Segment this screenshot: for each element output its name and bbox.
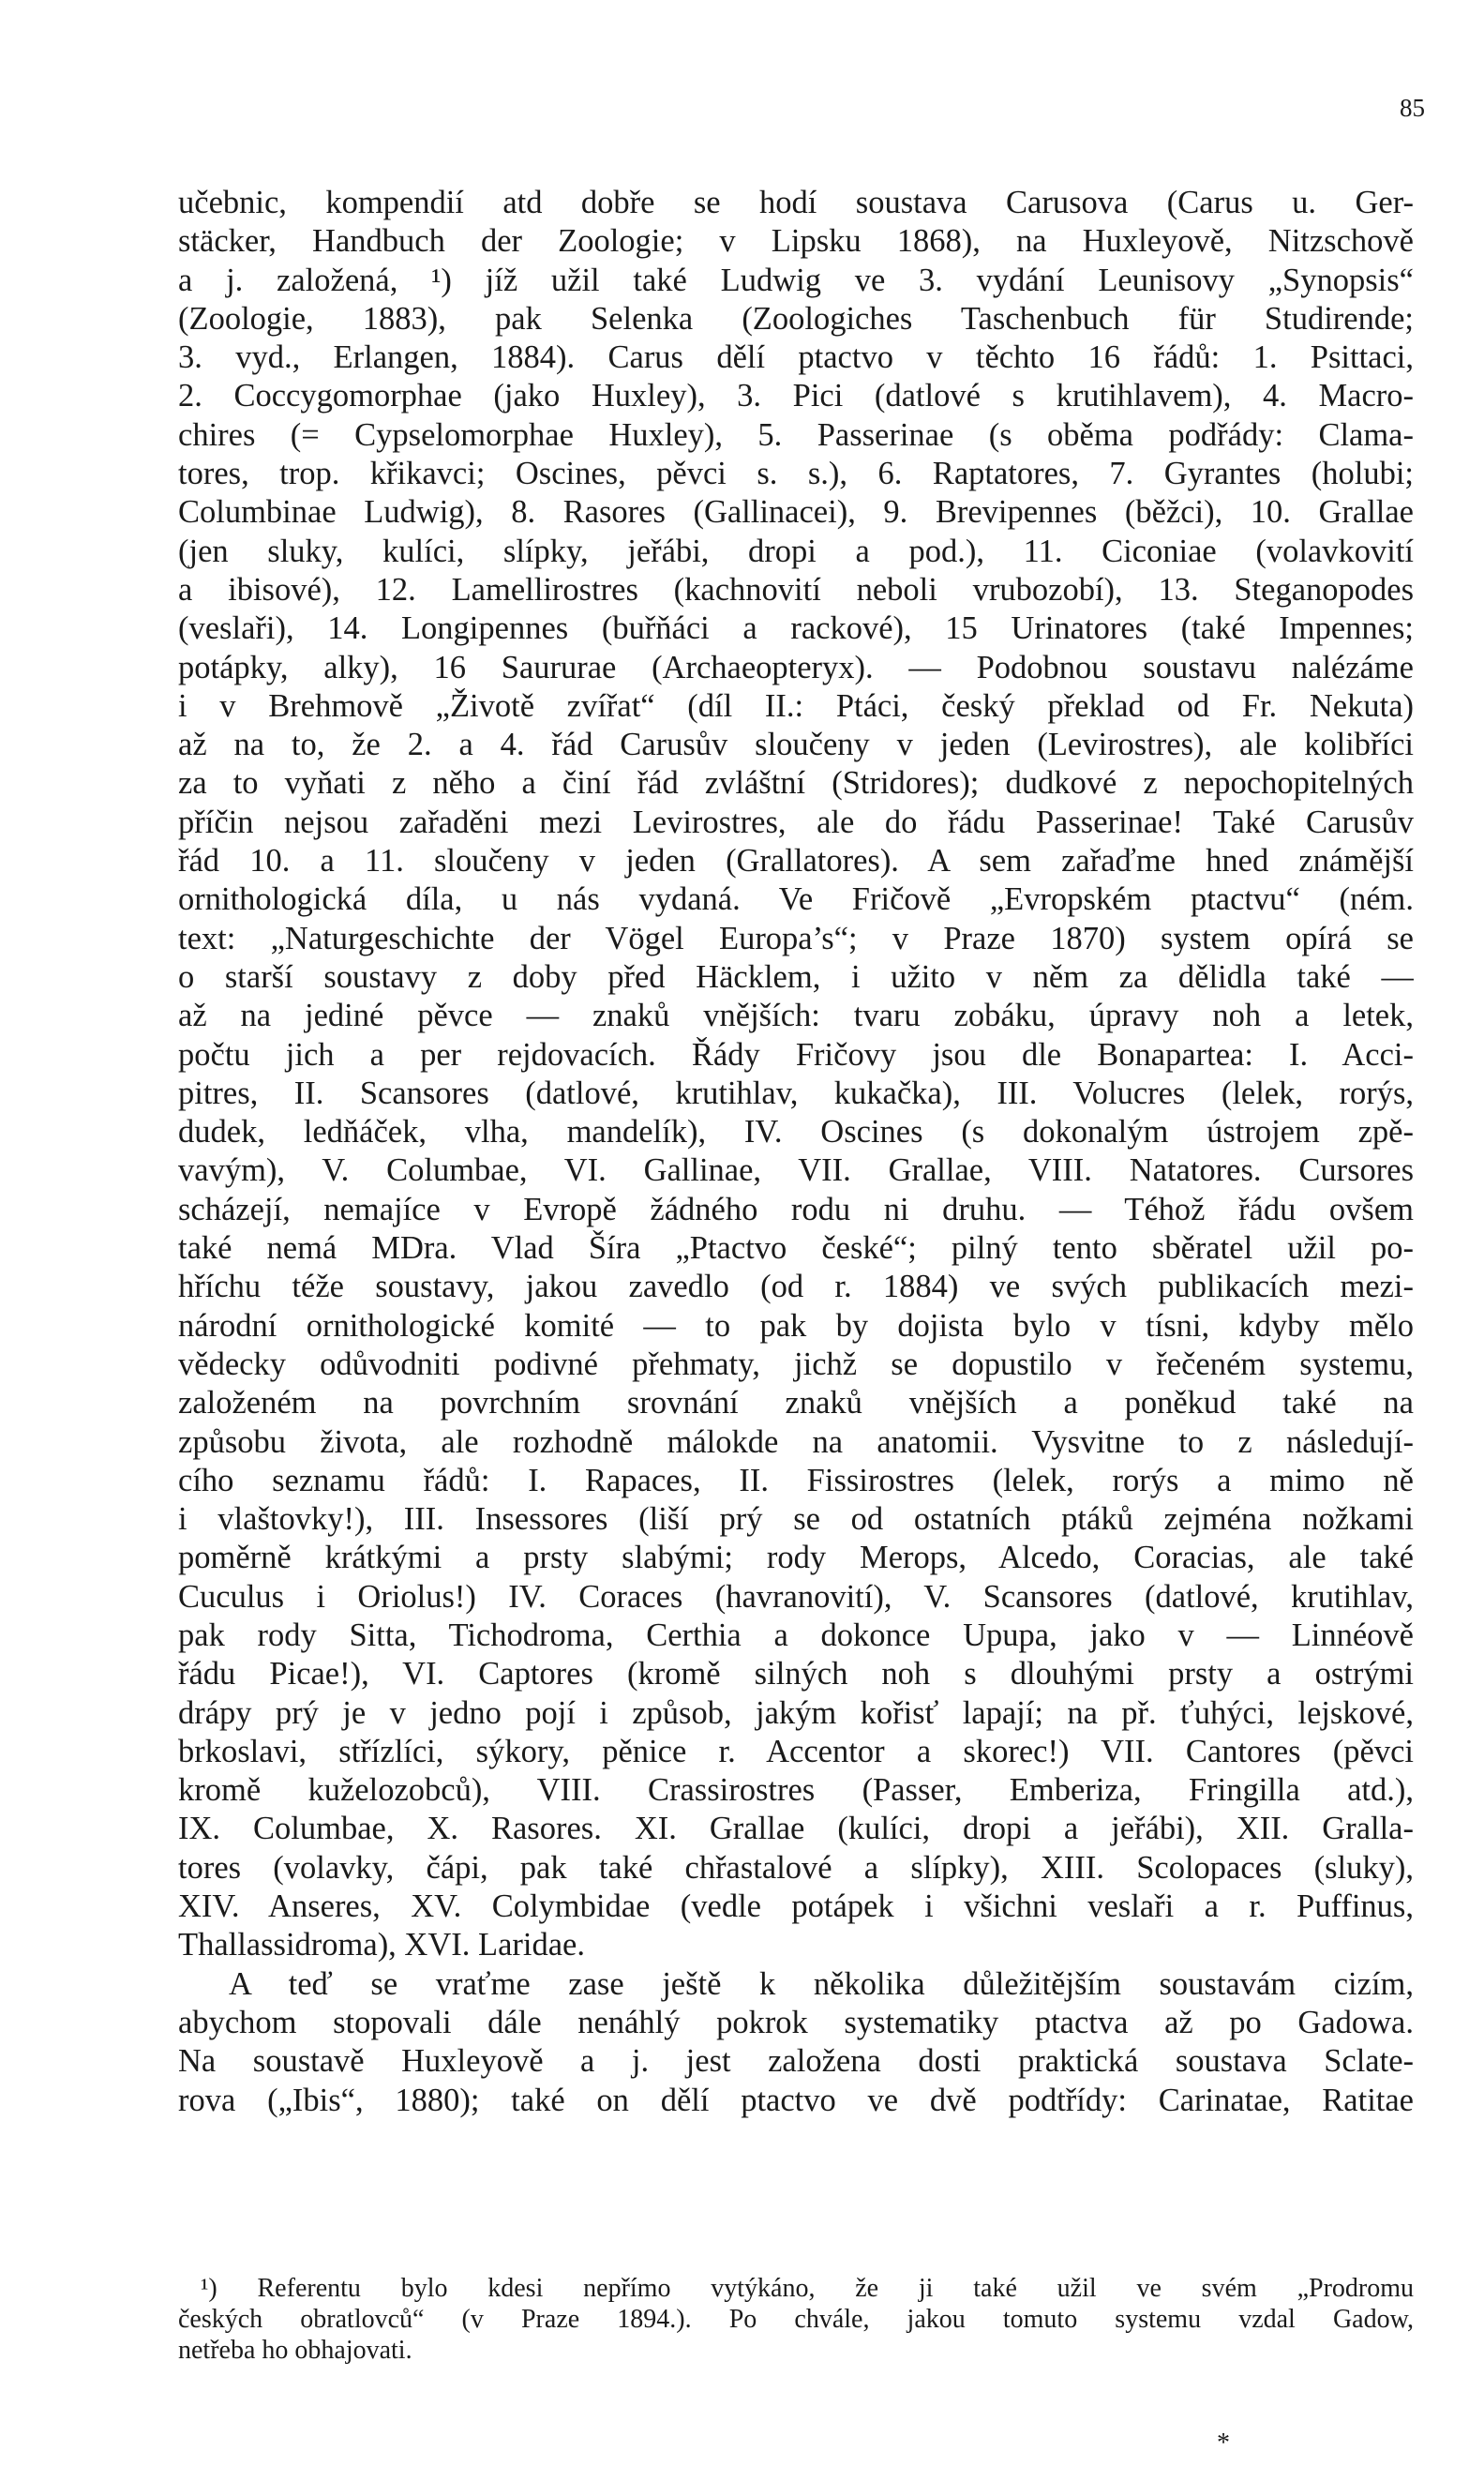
body-text <box>178 184 1414 2120</box>
text-line: a j. založená, ¹) jíž užil také Ludwig ve 3. vydání Leunisovy „Synopsis“ <box>178 262 1414 298</box>
text-line: pak rody Sitta, Tichodroma, Certhia a dokonce Upupa, jako v — Linnéově <box>178 1617 1414 1653</box>
text-line: i v Brehmově „Životě zvířat“ (díl II.: Ptáci, český překlad od Fr. Nekuta) <box>178 687 1414 724</box>
text-line: o starší soustavy z doby před Häcklem, i užito v něm za dělidla také — <box>178 958 1414 995</box>
signature-mark: * <box>1217 2429 1230 2458</box>
text-line: abychom stopovali dále nenáhlý pokrok systematiky ptactva až po Gadowa. <box>178 2004 1414 2040</box>
text-line: tores (volavky, čápi, pak také chřastalové a slípky), XIII. Scolopaces (sluky), <box>178 1849 1414 1886</box>
text-line: (veslaři), 14. Longipennes (buřňáci a rackové), 15 Urinatores (také Impennes; <box>178 610 1414 647</box>
text-line: dudek, ledňáček, vlha, mandelík), IV. Oscines (s dokonalým ústrojem zpě- <box>178 1114 1414 1151</box>
text-line: 3. vyd., Erlangen, 1884). Carus dělí ptactvo v těchto 16 řádů: 1. Psittaci, <box>178 339 1414 376</box>
text-line: (Zoologie, 1883), pak Selenka (Zoologiches Taschenbuch für Studirende; <box>178 300 1414 337</box>
text-line: za to vyňati z něho a činí řád zvláštní (Stridores); dudkové z nepochopitelných <box>178 765 1414 802</box>
text-line: vědecky odůvodniti podivné přehmaty, jichž se dopustilo v řečeném systemu, <box>178 1346 1414 1382</box>
text-line: rova („Ibis“, 1880); také on dělí ptactvo ve dvě podtřídy: Carinatae, Ratitae <box>178 2082 1414 2118</box>
text-line: brkoslavi, střízlíci, sýkory, pěnice r. Accentor a skorec!) VII. Cantores (pěvci <box>178 1733 1414 1769</box>
text-line: potápky, alky), 16 Saururae (Archaeopteryx). — Podobnou soustavu nalézáme <box>178 649 1414 685</box>
text-line: počtu jich a per rejdovacích. Řády Fričovy jsou dle Bonapartea: I. Acci- <box>178 1036 1414 1073</box>
text-line: Cuculus i Oriolus!) IV. Coraces (havranovití), V. Scansores (datlové, krutihlav, <box>178 1578 1414 1615</box>
text-line: chires (= Cypselomorphae Huxley), 5. Passerinae (s oběma podřády: Clama- <box>178 416 1414 453</box>
page-number: 85 <box>1400 94 1425 122</box>
text-line: cího seznamu řádů: I. Rapaces, II. Fissirostres (lelek, rorýs a mimo ně <box>178 1462 1414 1498</box>
text-line: řádu Picae!), VI. Captores (kromě silných noh s dlouhými prsty a ostrými <box>178 1656 1414 1692</box>
text-line: až na to, že 2. a 4. řád Carusův sloučeny v jeden (Levirostres), ale kolibříci <box>178 727 1414 763</box>
text-line: také nemá MDra. Vlad Šíra „Ptactvo české“; pilný tento sběratel užil po- <box>178 1230 1414 1267</box>
text-line: hříchu téže soustavy, jakou zavedlo (od r. 1884) ve svých publikacích mezi- <box>178 1269 1414 1305</box>
footnote-line: ¹) Referentu bylo kdesi nepřímo vytýkáno, že ji také užil ve svém „Prodromu <box>201 2274 1414 2303</box>
text-line: IX. Columbae, X. Rasores. XI. Grallae (kulíci, dropi a jeřábi), XII. Gralla- <box>178 1811 1414 1847</box>
text-line: založeném na povrchním srovnání znaků vnějších a poněkud také na <box>178 1385 1414 1422</box>
footnote-line: netřeba ho obhajovati. <box>178 2336 412 2365</box>
text-line: i vlaštovky!), III. Insessores (liší prý se od ostatních ptáků zejména nožkami <box>178 1501 1414 1538</box>
text-line: Thallassidroma), XVI. Laridae. <box>178 1927 585 1963</box>
text-line: Columbinae Ludwig), 8. Rasores (Gallinacei), 9. Brevipennes (běžci), 10. Grallae <box>178 494 1414 531</box>
text-line: příčin nejsou zařaděni mezi Levirostres, ale do řádu Passerinae! Také Carusův <box>178 804 1414 840</box>
text-line: XIV. Anseres, XV. Colymbidae (vedle potápek i všichni veslaři a r. Puffinus, <box>178 1888 1414 1925</box>
text-line: ornithologická díla, u nás vydaná. Ve Fričově „Evropském ptactvu“ (ném. <box>178 881 1414 918</box>
text-line: poměrně krátkými a prsty slabými; rody Merops, Alcedo, Coracias, ale také <box>178 1540 1414 1576</box>
text-line: 2. Coccygomorphae (jako Huxley), 3. Pici (datlové s krutihlavem), 4. Macro- <box>178 378 1414 414</box>
text-line: až na jediné pěvce — znaků vnějších: tvaru zobáku, úpravy noh a letek, <box>178 998 1414 1034</box>
text-line: tores, trop. křikavci; Oscines, pěvci s. s.), 6. Raptatores, 7. Gyrantes (holubi; <box>178 456 1414 492</box>
text-line: a ibisové), 12. Lamellirostres (kachnovití neboli vrubozobí), 13. Steganopodes <box>178 571 1414 608</box>
footnote <box>178 2273 1414 2366</box>
paragraph-1 <box>178 184 1414 1965</box>
text-line: vavým), V. Columbae, VI. Gallinae, VII. Grallae, VIII. Natatores. Cursores <box>178 1152 1414 1189</box>
text-line: pitres, II. Scansores (datlové, krutihlav, kukačka), III. Volucres (lelek, rorýs, <box>178 1075 1414 1111</box>
text-line: učebnic, kompendií atd dobře se hodí soustava Carusova (Carus u. Ger- <box>178 185 1414 220</box>
text-line: Na soustavě Huxleyově a j. jest založena dosti praktická soustava Sclate- <box>178 2043 1414 2080</box>
text-line: způsobu života, ale rozhodně málokde na anatomii. Vysvitne to z následují- <box>178 1423 1414 1460</box>
text-line: národní ornithologické komité — to pak by dojista bylo v tísni, kdyby mělo <box>178 1307 1414 1344</box>
text-line: (jen sluky, kulíci, slípky, jeřábi, dropi a pod.), 11. Ciconiae (volavkovití <box>178 533 1414 569</box>
text-line: kromě kuželozobců), VIII. Crassirostres (Passer, Emberiza, Fringilla atd.), <box>178 1772 1414 1809</box>
paragraph-2 <box>178 1965 1414 2120</box>
text-line: scházejí, nemajíce v Evropě žádného rodu ni druhu. — Téhož řádu ovšem <box>178 1191 1414 1227</box>
text-line: řád 10. a 11. sloučeny v jeden (Grallatores). A sem zařaďme hned známější <box>178 843 1414 880</box>
text-line: drápy prý je v jedno pojí i způsob, jakým kořisť lapají; na př. ťuhýci, lejskové, <box>178 1694 1414 1731</box>
text-line: text: „Naturgeschichte der Vögel Europa’s“; v Praze 1870) system opírá se <box>178 920 1414 956</box>
text-line: stäcker, Handbuch der Zoologie; v Lipsku 1868), na Huxleyově, Nitzschově <box>178 223 1414 260</box>
text-line: A teď se vraťme zase ještě k několika důležitějším soustavám cizím, <box>229 1965 1414 2002</box>
footnote-line: českých obratlovců“ (v Praze 1894.). Po chvále, jakou tomuto systemu vzdal Gadow, <box>178 2305 1414 2334</box>
